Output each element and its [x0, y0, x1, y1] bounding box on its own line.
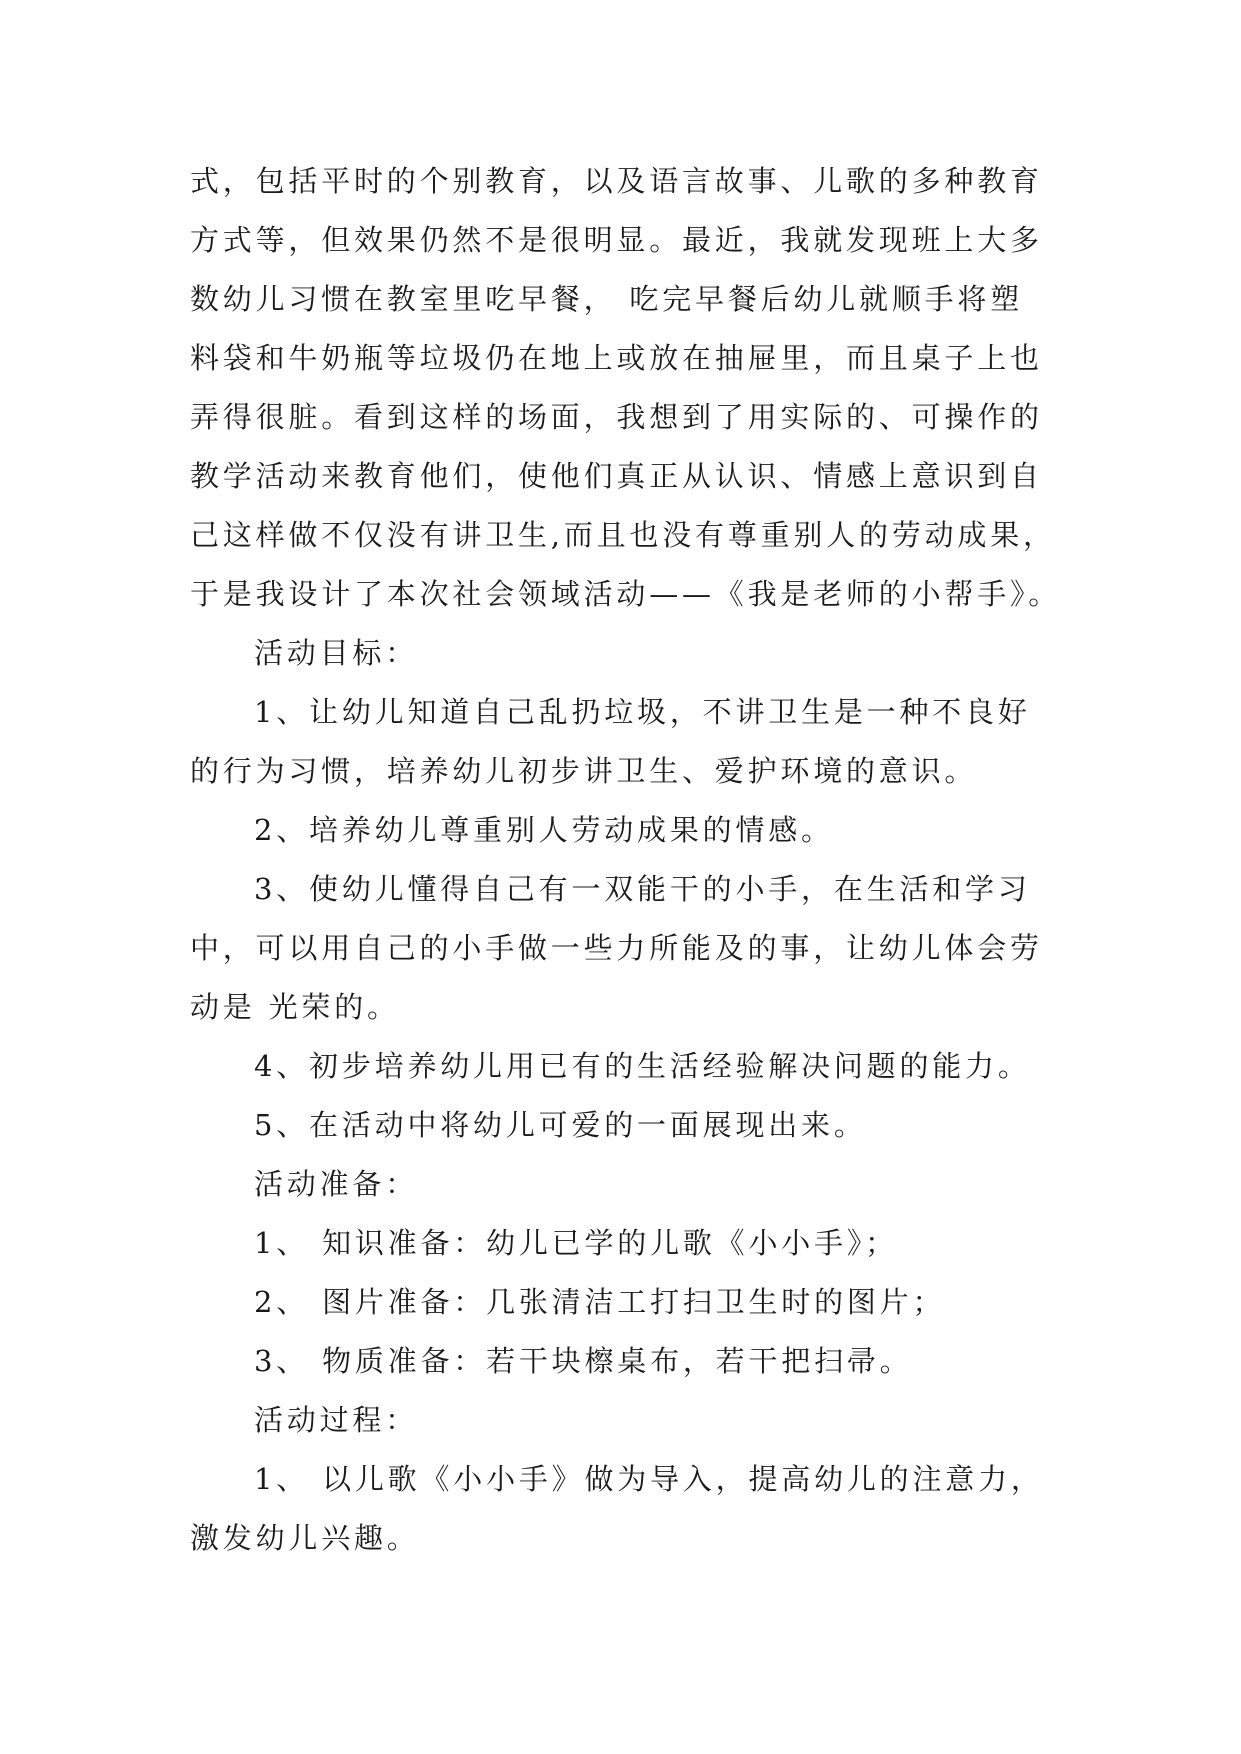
section-heading-process: 活动过程： — [254, 1403, 419, 1437]
preparation-item-3: 3、 物质准备：若干块檫桌布，若干把扫帚。 — [254, 1344, 913, 1378]
text-line: 教学活动来教育他们，使他们真正从认识、情感上意识到自 — [190, 459, 1043, 493]
text-line: 式，包括平时的个别教育，以及语言故事、儿歌的多种教育 — [190, 164, 1043, 198]
preparation-item-2: 2、 图片准备：几张清洁工打扫卫生时的图片； — [254, 1285, 946, 1319]
text-line: 的行为习惯，培养幼儿初步讲卫生、爱护环境的意识。 — [190, 754, 978, 788]
text-line: 激发幼儿兴趣。 — [190, 1521, 420, 1555]
text-line: 己这样做不仅没有讲卫生,而且也没有尊重别人的劳动成果， — [190, 518, 1056, 552]
text-line: 数幼儿习惯在教室里吃早餐， 吃完早餐后幼儿就顺手将塑 — [190, 282, 1024, 316]
text-line: 于是我设计了本次社会领域活动——《我是老师的小帮手》。 — [190, 577, 1062, 611]
section-heading-preparation: 活动准备： — [254, 1167, 419, 1201]
goal-item-5: 5、在活动中将幼儿可爱的一面展现出来。 — [254, 1108, 867, 1142]
text-line: 料袋和牛奶瓶等垃圾仍在地上或放在抽屉里，而且桌子上也 — [190, 341, 1043, 375]
text-line: 动是 光荣的。 — [190, 990, 400, 1024]
text-line: 弄得很脏。看到这样的场面，我想到了用实际的、可操作的 — [190, 400, 1043, 434]
goal-item-3: 3、使幼儿懂得自己有一双能干的小手，在生活和学习 — [254, 872, 1031, 906]
preparation-item-1: 1、 知识准备：幼儿已学的儿歌《小小手》； — [254, 1226, 898, 1260]
goal-item-2: 2、培养幼儿尊重别人劳动成果的情感。 — [254, 813, 834, 847]
section-heading-goals: 活动目标： — [254, 636, 419, 670]
goal-item-1: 1、让幼儿知道自己乱扔垃圾，不讲卫生是一种不良好 — [254, 695, 1031, 729]
text-line: 方式等，但效果仍然不是很明显。最近，我就发现班上大多 — [190, 223, 1043, 257]
goal-item-4: 4、初步培养幼儿用已有的生活经验解决问题的能力。 — [254, 1049, 1031, 1083]
document-page — [190, 152, 1070, 1568]
text-line: 中，可以用自己的小手做一些力所能及的事，让幼儿体会劳 — [190, 931, 1043, 965]
process-item-1: 1、 以儿歌《小小手》做为导入，提高幼儿的注意力， — [254, 1462, 1044, 1496]
